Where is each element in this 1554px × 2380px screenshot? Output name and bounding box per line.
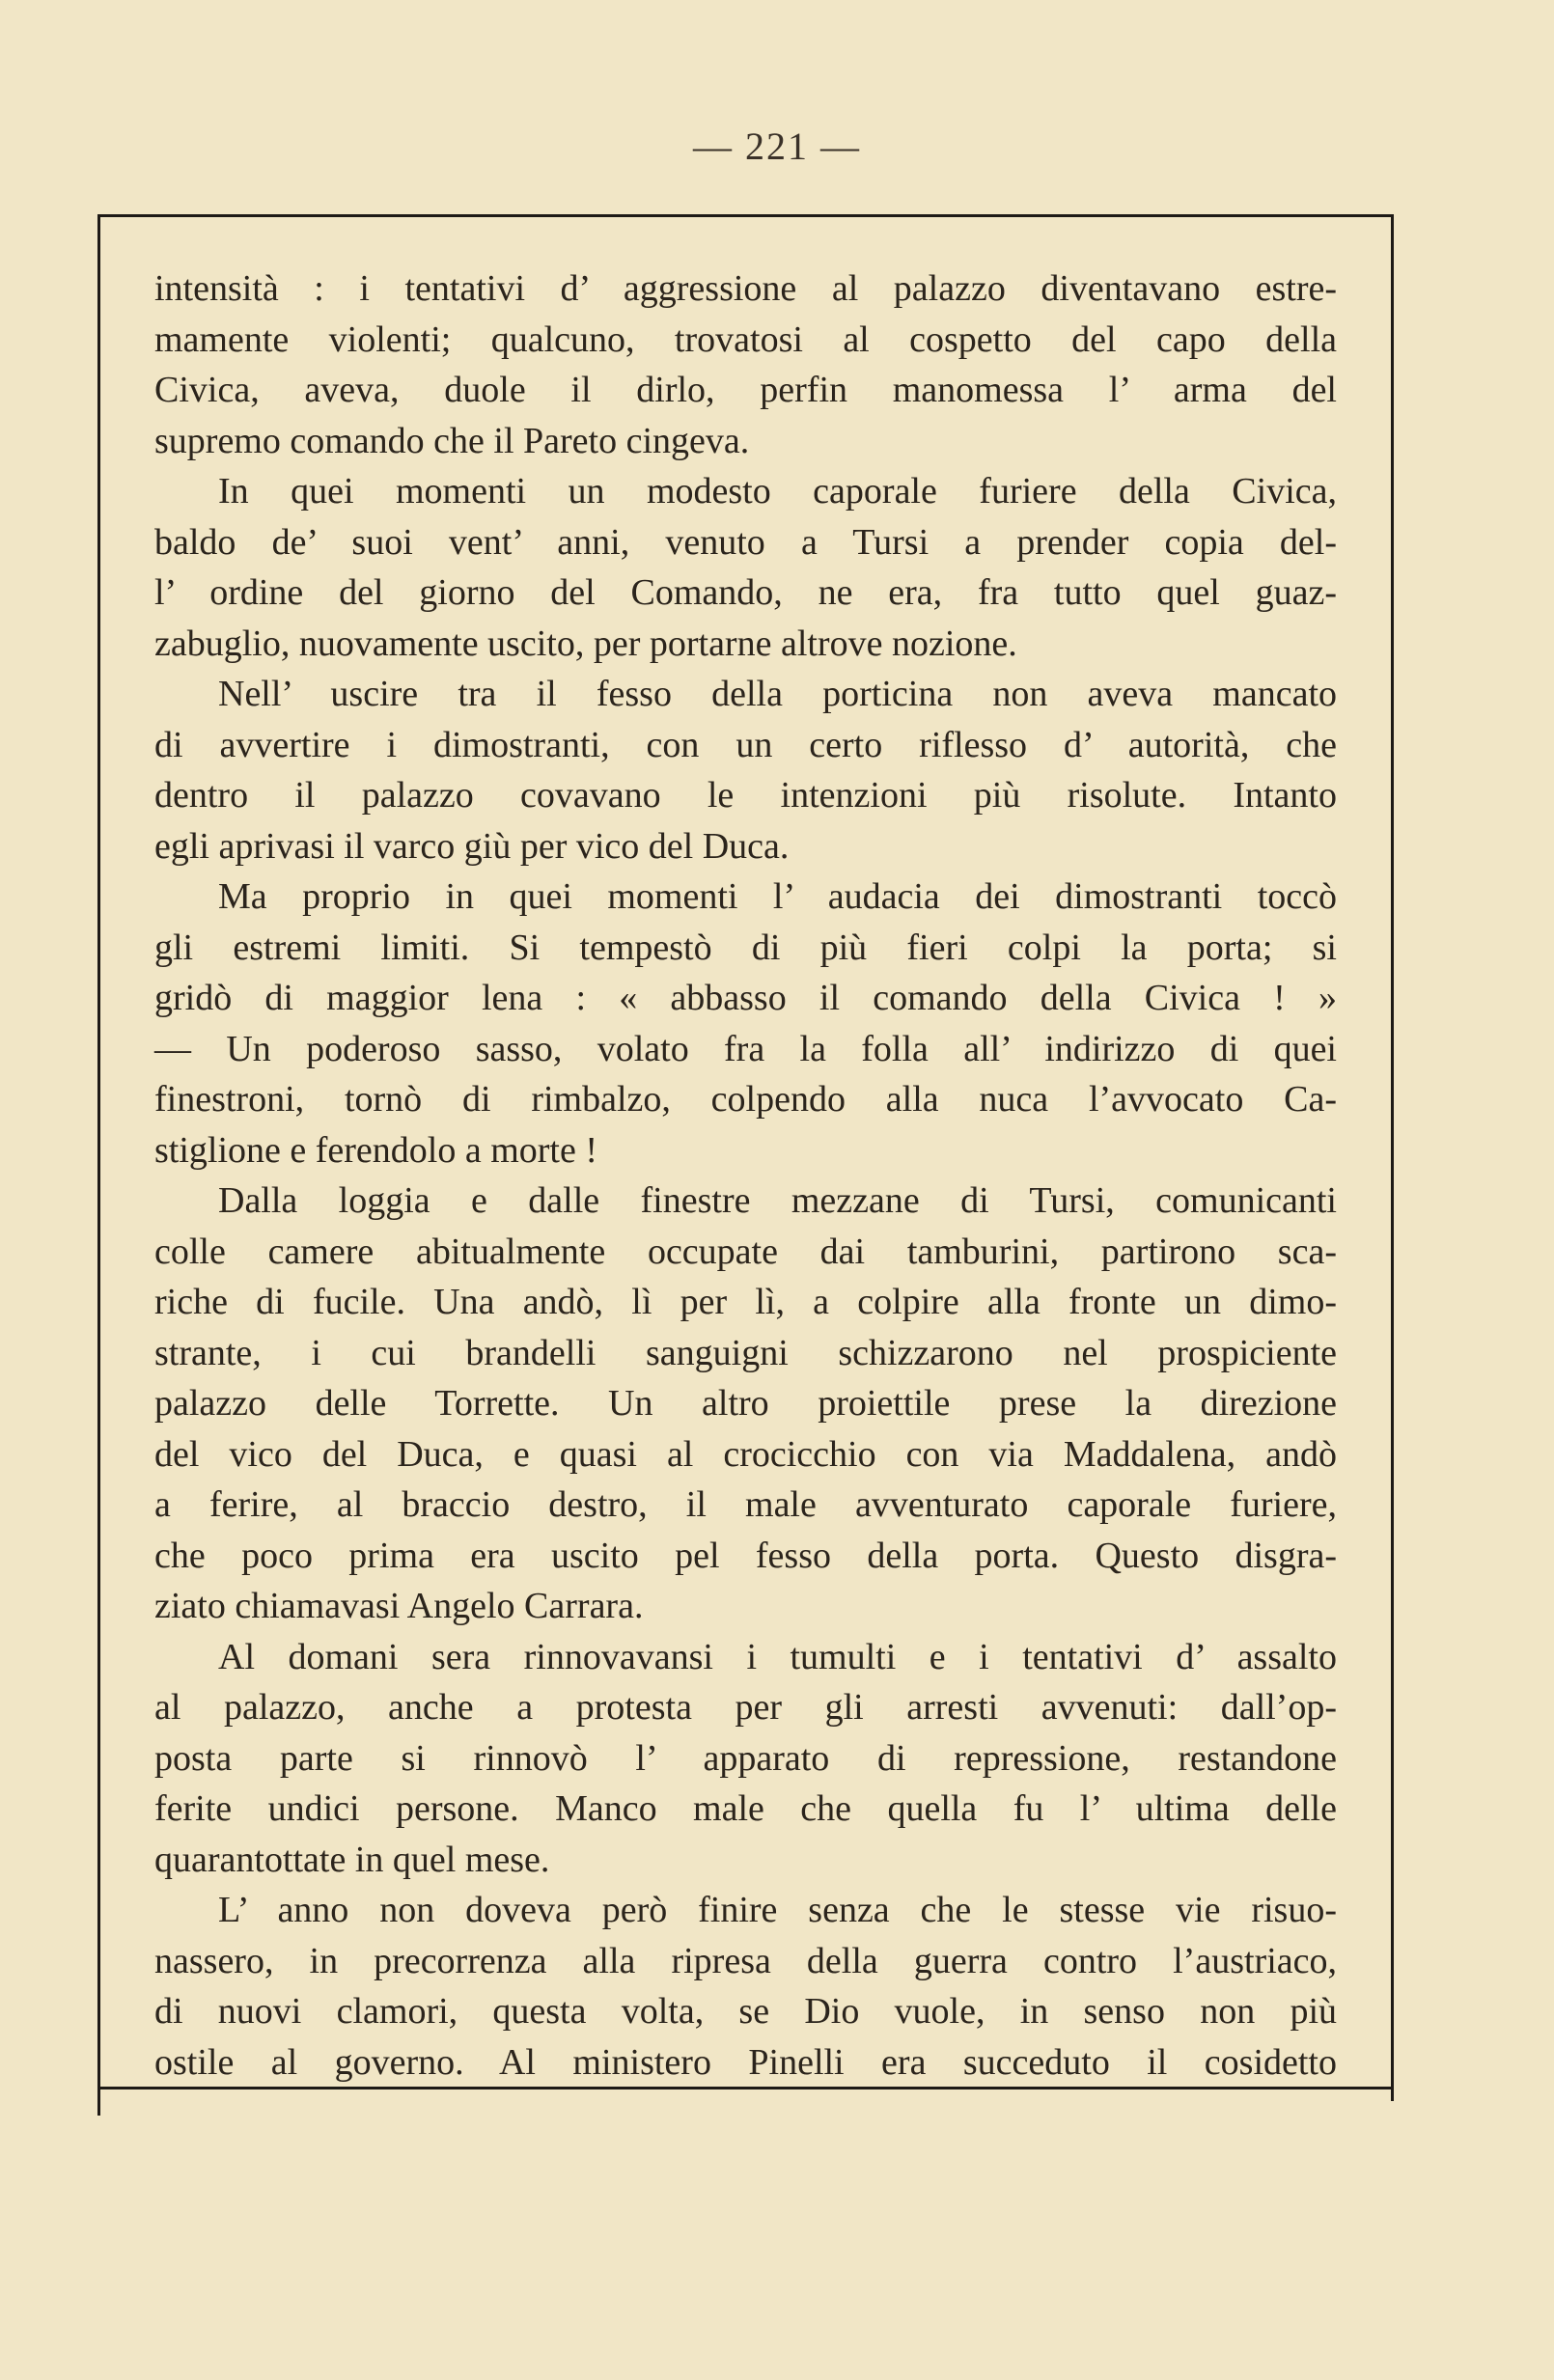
text-line: di nuovi clamori, questa volta, se Dio vuole, in senso non più — [154, 1991, 1337, 2032]
text-line: riche di fucile. Una andò, lì per lì, a colpire alla fronte un dimo- — [154, 1282, 1337, 1322]
text-line: zabuglio, nuovamente uscito, per portarne altrove nozione. — [154, 623, 1017, 664]
text-line: che poco prima era uscito pel fesso della porta. Questo disgra- — [154, 1535, 1337, 1576]
frame-top-rule — [99, 214, 1393, 217]
text-line: Ma proprio in quei momenti l’ audacia dei dimostranti toccò — [218, 876, 1337, 917]
text-line: strante, i cui brandelli sanguigni schizzarono nel prospiciente — [154, 1332, 1337, 1373]
frame-left-rule — [97, 214, 100, 2116]
text-line: — Un poderoso sasso, volato fra la folla all’ indirizzo di quei — [154, 1028, 1337, 1069]
text-line: Al domani sera rinnovavansi i tumulti e i tentativi d’ assalto — [218, 1636, 1337, 1677]
text-line: Dalla loggia e dalle finestre mezzane di Tursi, comunicanti — [218, 1180, 1337, 1221]
text-line: ferite undici persone. Manco male che quella fu l’ ultima delle — [154, 1788, 1337, 1829]
text-line: ziato chiamavasi Angelo Carrara. — [154, 1586, 644, 1626]
text-line: dentro il palazzo covavano le intenzioni più risolute. Intanto — [154, 775, 1337, 816]
text-line: In quei momenti un modesto caporale furiere della Civica, — [218, 471, 1337, 512]
text-line: supremo comando che il Pareto cingeva. — [154, 420, 750, 461]
text-line: egli aprivasi il varco giù per vico del Duca. — [154, 825, 790, 867]
text-line: palazzo delle Torrette. Un altro proiettile prese la direzione — [154, 1383, 1337, 1424]
text-line: colle camere abitualmente occupate dai tamburini, partirono sca- — [154, 1231, 1337, 1272]
text-line: mamente violenti; qualcuno, trovatosi al cospetto del capo della — [154, 318, 1337, 360]
text-line: Civica, aveva, duole il dirlo, perfin manomessa l’ arma del — [154, 370, 1337, 410]
text-line: ostile al governo. Al ministero Pinelli era succeduto il cosidetto — [154, 2041, 1337, 2083]
text-line: quarantottate in quel mese. — [154, 1839, 550, 1880]
text-line: stiglione e ferendolo a morte ! — [154, 1129, 598, 1171]
text-line: di avvertire i dimostranti, con un certo riflesso d’ autorità, che — [154, 724, 1337, 765]
body-text — [154, 263, 1337, 2088]
text-line: nassero, in precorrenza alla ripresa della guerra contro l’austriaco, — [154, 1940, 1337, 1981]
text-line: l’ ordine del giorno del Comando, ne era, fra tutto quel guaz- — [154, 572, 1337, 613]
text-line: a ferire, al braccio destro, il male avventurato caporale furiere, — [154, 1484, 1337, 1525]
text-line: al palazzo, anche a protesta per gli arresti avvenuti: dall’op- — [154, 1687, 1337, 1728]
text-line: L’ anno non doveva però finire senza che le stesse vie risuo- — [218, 1890, 1337, 1930]
text-line: baldo de’ suoi vent’ anni, venuto a Tursi a prender copia del- — [154, 521, 1337, 563]
text-line: intensità : i tentativi d’ aggressione al palazzo diventavano estre- — [154, 268, 1337, 309]
text-line: Nell’ uscire tra il fesso della porticina non aveva mancato — [218, 674, 1337, 714]
frame-right-rule — [1391, 214, 1394, 2101]
text-line: finestroni, tornò di rimbalzo, colpendo alla nuca l’avvocato Ca- — [154, 1079, 1337, 1120]
text-line: gridò di maggior lena : « abbasso il comando della Civica ! » — [154, 978, 1337, 1018]
text-line: posta parte si rinnovò l’ apparato di repressione, restandone — [154, 1737, 1337, 1779]
text-line: gli estremi limiti. Si tempestò di più fieri colpi la porta; si — [154, 927, 1337, 968]
text-line: del vico del Duca, e quasi al crocicchio con via Maddalena, andò — [154, 1433, 1337, 1475]
page-number: — 221 — — [693, 125, 861, 168]
